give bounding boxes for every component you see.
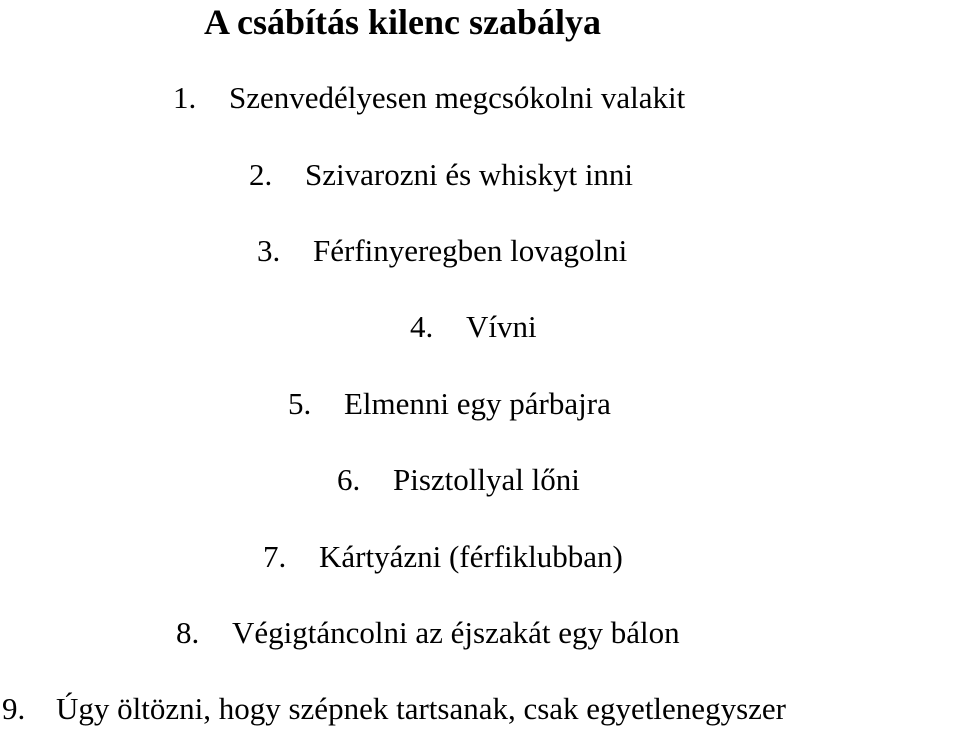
list-item-2 [249, 155, 633, 195]
list-item-number: 2. [249, 157, 273, 192]
list-item-number: 9. [2, 691, 26, 726]
list-item-number: 3. [257, 233, 281, 268]
list-item-text: Pisztollyal lőni [393, 462, 580, 497]
list-item-number: 7. [263, 539, 287, 574]
list-item-text: Elmenni egy párbajra [344, 386, 611, 421]
list-item-number: 5. [288, 386, 312, 421]
list-item-text: Úgy öltözni, hogy szépnek tartsanak, csak egyetlenegyszer [56, 691, 786, 726]
list-item-text: Szivarozni és whiskyt inni [305, 157, 634, 192]
list-item-text: Vívni [466, 309, 537, 344]
list-item-number: 6. [337, 462, 361, 497]
list-item-9 [2, 689, 786, 729]
list-item-5 [288, 384, 611, 424]
list-item-3 [257, 231, 627, 271]
document-title: A csábítás kilenc szabálya [204, 2, 602, 42]
list-item-4 [410, 307, 537, 347]
list-item-7 [263, 537, 623, 577]
list-item-text: Kártyázni (férfiklubban) [319, 539, 623, 574]
list-item-number: 4. [410, 309, 434, 344]
list-item-text: Szenvedélyesen megcsókolni valakit [229, 80, 686, 115]
list-item-text: Férfinyeregben lovagolni [313, 233, 628, 268]
list-item-6 [337, 460, 580, 500]
list-item-number: 1. [173, 80, 197, 115]
list-item-text: Végigtáncolni az éjszakát egy bálon [232, 615, 680, 650]
list-item-8 [176, 613, 680, 653]
list-item-number: 8. [176, 615, 200, 650]
list-item-1 [173, 78, 685, 118]
